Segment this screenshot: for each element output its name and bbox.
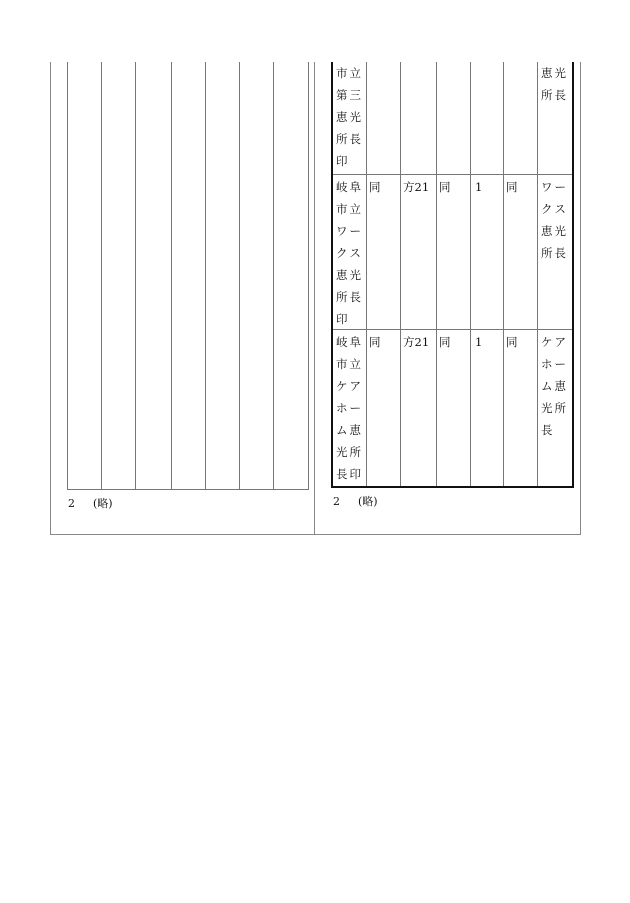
row0-facility-name: 市立 第三 恵光 所長 印 <box>336 66 363 168</box>
row2-cell-same-3: 同 <box>506 335 518 349</box>
right-note <box>333 493 378 509</box>
note-number: 2 <box>68 497 75 510</box>
page-frame <box>50 62 581 535</box>
note-text: (略) <box>93 497 113 510</box>
row1-cell-same-3: 同 <box>506 180 518 194</box>
left-note <box>68 495 113 511</box>
row1-cell-number: 方21 <box>403 180 430 194</box>
note-text: (略) <box>358 495 378 508</box>
row2-cell-count: 1 <box>475 335 483 349</box>
row1-cell-same-2: 同 <box>439 180 451 194</box>
row1-facility-name: 岐阜 市立 ワー クス 恵光 所長 印 <box>336 180 363 326</box>
row2-cell-same: 同 <box>369 335 381 349</box>
column-divider <box>314 62 315 534</box>
row1-cell-count: 1 <box>475 180 483 194</box>
row2-cell-number: 方21 <box>403 335 430 349</box>
row0-office: 恵光 所長 <box>541 66 568 102</box>
row1-cell-same: 同 <box>369 180 381 194</box>
note-number: 2 <box>333 495 340 508</box>
row2-cell-same-2: 同 <box>439 335 451 349</box>
row1-office: ワー クス 恵光 所長 <box>541 180 568 260</box>
row2-facility-name: 岐阜 市立 ケア ホー ム恵 光所 長印 <box>336 335 363 481</box>
row2-office: ケア ホー ム恵 光所 長 <box>541 335 568 437</box>
